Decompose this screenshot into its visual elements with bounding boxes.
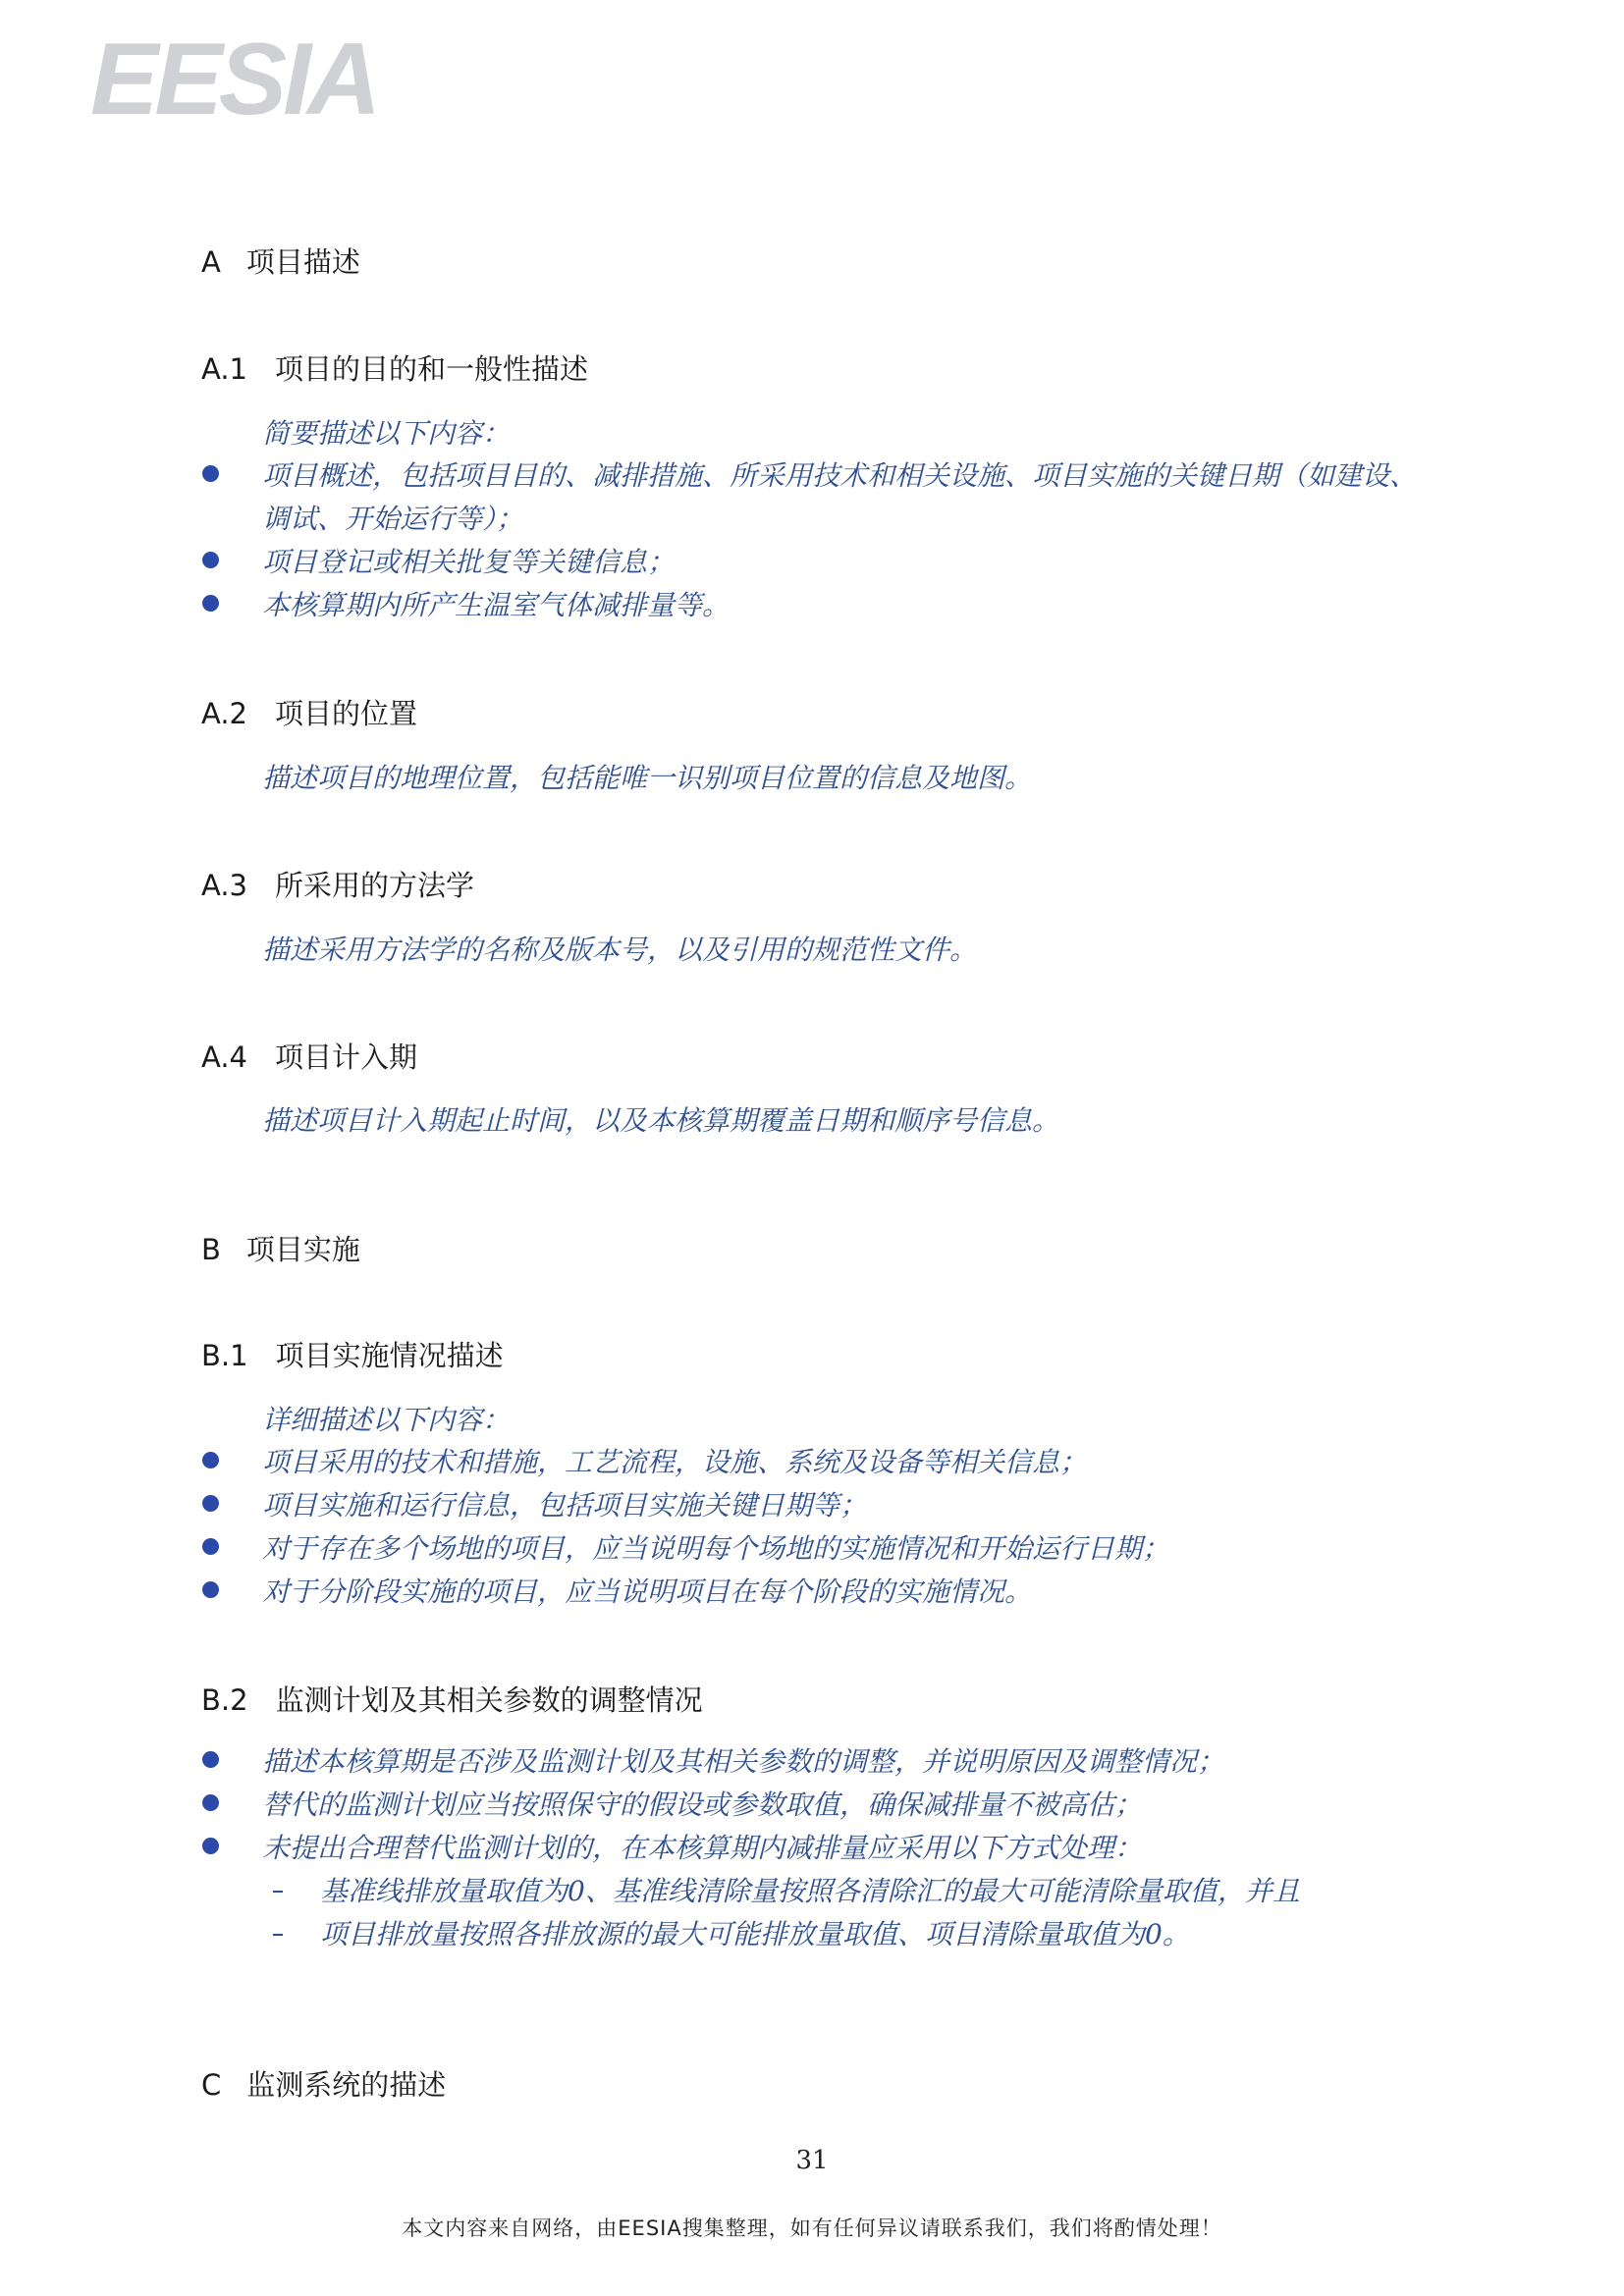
bullet-icon [202,552,219,568]
section-a-heading [201,240,360,281]
guidance-text: 调试、开始运行等）； [262,503,524,535]
guidance-text: 本核算期内所产生温室气体减排量等。 [262,589,731,621]
section-number: A.2 [201,697,247,730]
section-title: 项目描述 [245,245,360,279]
section-title: 项目计入期 [275,1041,418,1074]
section-number: A [201,245,221,279]
section-c-heading [201,2063,446,2104]
guidance-text: 对于存在多个场地的项目，应当说明每个场地的实施情况和开始运行日期； [262,1532,1170,1565]
section-title: 监测计划及其相关参数的调整情况 [275,1683,703,1717]
section-title: 所采用的方法学 [275,869,475,902]
guidance-text: 基准线排放量取值为0、基准线清除量按照各清除汇的最大可能清除量取值，并且 [320,1875,1300,1907]
guidance-text: 替代的监测计划应当按照保守的假设或参数取值，确保减排量不被高估； [262,1789,1143,1821]
svg-text:EESIA: EESIA [90,24,378,132]
bullet-icon [202,1495,219,1512]
bullet-icon [202,465,219,482]
section-number: A.4 [201,1041,247,1074]
guidance-text: 对于分阶段实施的项目，应当说明项目在每个阶段的实施情况。 [262,1575,1033,1608]
section-a2-heading [201,692,417,732]
guidance-text: 未提出合理替代监测计划的，在本核算期内减排量应采用以下方式处理： [262,1832,1143,1864]
section-number: C [201,2068,222,2102]
eesia-logo [90,24,405,132]
guidance-text: 项目登记或相关批复等关键信息； [262,546,676,578]
guidance-text: 项目采用的技术和措施，工艺流程，设施、系统及设备等相关信息； [262,1446,1088,1478]
guidance-text: 描述采用方法学的名称及版本号，以及引用的规范性文件。 [262,934,978,966]
section-b1-heading [201,1334,504,1374]
guidance-text: 描述本核算期是否涉及监测计划及其相关参数的调整，并说明原因及调整情况； [262,1745,1225,1778]
page-number: 31 [795,2146,829,2175]
guidance-text: 描述项目的地理位置，包括能唯一识别项目位置的信息及地图。 [262,762,1033,794]
guidance-text: 描述项目计入期起止时间，以及本核算期覆盖日期和顺序号信息。 [262,1104,1060,1137]
bullet-icon [202,1794,219,1811]
bullet-icon [202,595,219,612]
bullet-icon [202,1751,219,1768]
section-title: 项目的目的和一般性描述 [275,352,589,386]
bullet-icon [202,1538,219,1555]
guidance-text: 详细描述以下内容： [262,1404,511,1436]
dash-icon [273,1934,283,1936]
section-a1-heading [201,347,588,388]
bullet-icon [202,1452,219,1468]
section-number: A.1 [201,352,247,386]
dash-icon [273,1891,283,1893]
section-b2-heading [201,1679,703,1719]
section-a3-heading [201,864,474,904]
section-number: B.2 [201,1683,248,1717]
section-title: 项目实施情况描述 [275,1339,504,1372]
section-title: 项目的位置 [275,697,418,730]
guidance-text: 简要描述以下内容： [262,417,511,450]
section-number: B [201,1233,221,1266]
section-title: 监测系统的描述 [246,2068,447,2102]
footer-notice: 本文内容来自网络，由EESIA搜集整理，如有任何异议请联系我们，我们将酌情处理！ [402,2216,1222,2240]
bullet-icon [202,1581,219,1598]
guidance-text: 项目概述，包括项目目的、减排措施、所采用技术和相关设施、项目实施的关键日期（如建设、 [262,459,1418,492]
section-a4-heading [201,1036,417,1076]
guidance-text: 项目实施和运行信息，包括项目实施关键日期等； [262,1489,868,1522]
section-number: A.3 [201,869,247,902]
guidance-text: 项目排放量按照各排放源的最大可能排放量取值、项目清除量取值为0。 [320,1918,1190,1950]
section-number: B.1 [201,1339,248,1372]
bullet-icon [202,1838,219,1854]
section-title: 项目实施 [245,1233,360,1266]
section-b-heading [201,1228,360,1268]
